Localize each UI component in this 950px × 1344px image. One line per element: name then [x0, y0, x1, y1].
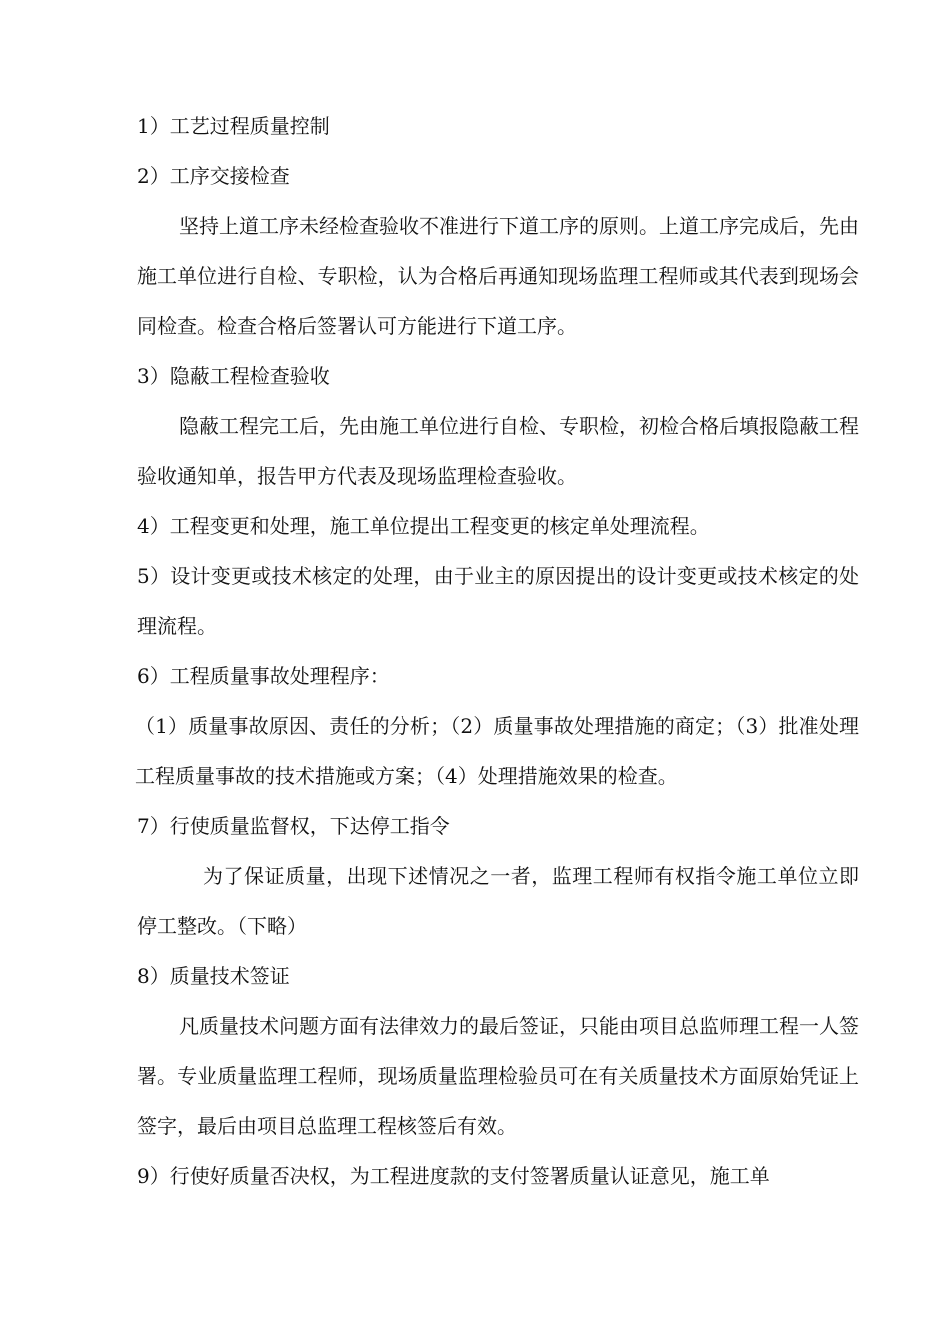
heading-8: 8）质量技术签证: [137, 964, 290, 988]
heading-7: 7）行使质量监督权，下达停工指令: [137, 814, 450, 838]
heading-2: 2）工序交接检查: [137, 164, 290, 188]
heading-9: 9）行使好质量否决权，为工程进度款的支付签署质量认证意见，施工单: [137, 1164, 770, 1188]
paragraph-8: 凡质量技术问题方面有法律效力的最后签证，只能由项目总监师理工程一人签署。专业质量监理工程师，现场质量监理检验员可在有关质量技术方面原始凭证上签字，最后由项目总监理工程核签后有效。: [137, 1014, 859, 1138]
heading-5: 5）设计变更或技术核定的处理，由于业主的原因提出的设计变更或技术核定的处理流程。: [137, 564, 859, 638]
paragraph-2: 坚持上道工序未经检查验收不准进行下道工序的原则。上道工序完成后，先由施工单位进行自检、专职检，认为合格后再通知现场监理工程师或其代表到现场会同检查。检查合格后签署认可方能进行下道工序。: [137, 214, 859, 338]
paragraph-7: 为了保证质量，出现下述情况之一者，监理工程师有权指令施工单位立即停工整改。（下略）: [137, 864, 859, 938]
heading-4: 4）工程变更和处理，施工单位提出工程变更的核定单处理流程。: [137, 514, 710, 538]
document-body: [137, 101, 859, 1201]
heading-6: 6）工程质量事故处理程序：: [137, 664, 390, 688]
paragraph-3: 隐蔽工程完工后，先由施工单位进行自检、专职检，初检合格后填报隐蔽工程验收通知单，报告甲方代表及现场监理检查验收。: [137, 414, 859, 488]
paragraph-6: （1）质量事故原因、责任的分析；（2）质量事故处理措施的商定；（3）批准处理工程质量事故的技术措施或方案；（4）处理措施效果的检查。: [135, 714, 859, 788]
heading-1: 1）工艺过程质量控制: [137, 114, 330, 138]
heading-3: 3）隐蔽工程检查验收: [137, 364, 330, 388]
